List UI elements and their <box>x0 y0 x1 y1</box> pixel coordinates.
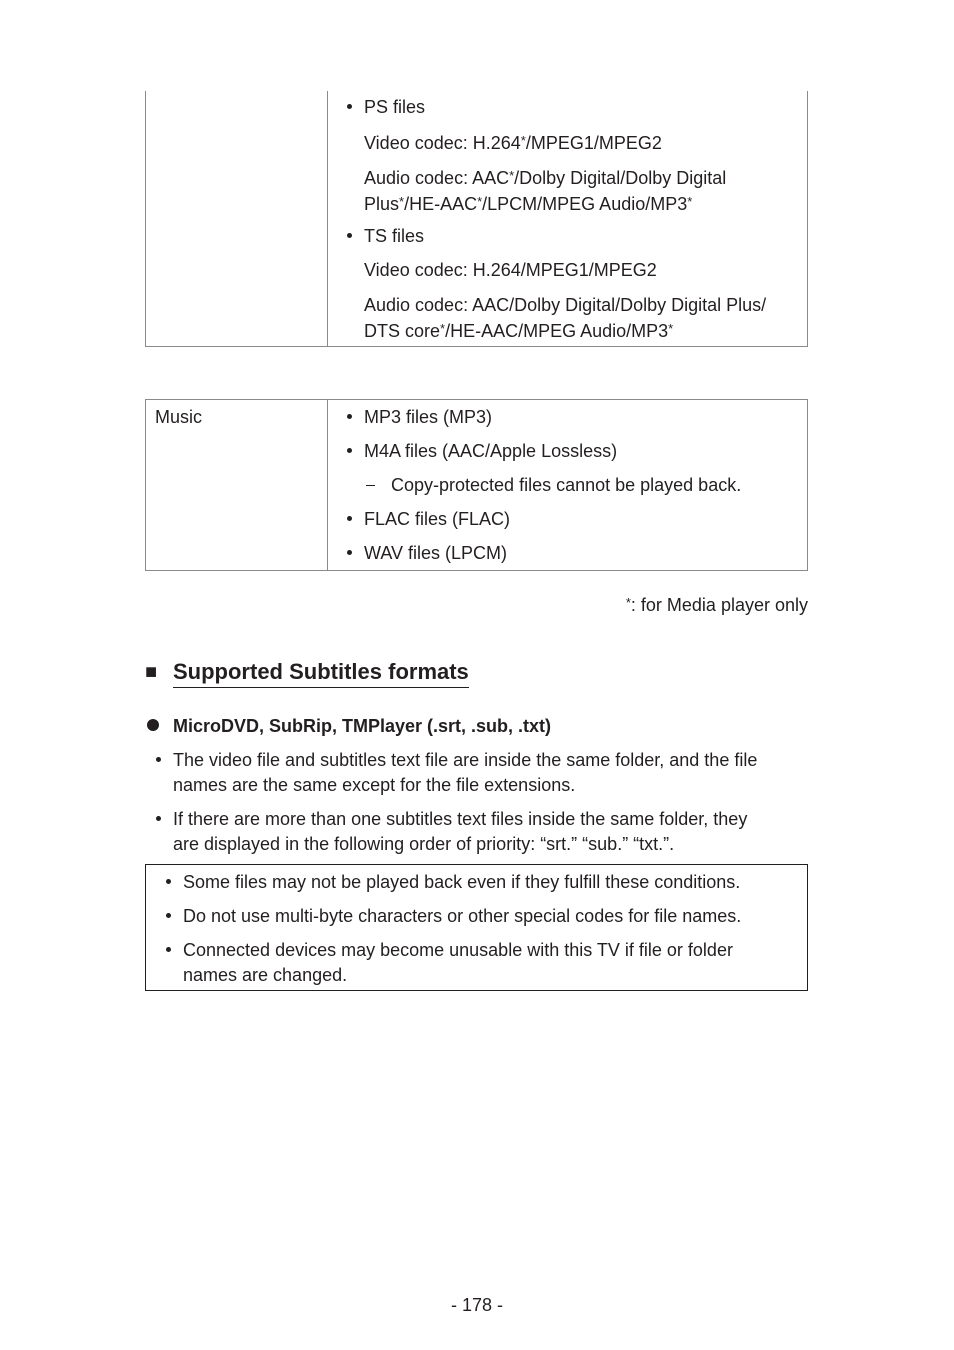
page-number: - 178 - <box>450 1295 504 1315</box>
filled-circle-bullet <box>147 719 159 731</box>
table-column-divider <box>327 91 328 347</box>
bullet <box>156 757 161 762</box>
bullet <box>347 448 352 453</box>
condition-1-line2: names are the same except for the file extensions. <box>173 775 576 795</box>
note-3-line1: Connected devices may become unusable with this TV if file or folder <box>183 940 733 960</box>
bullet <box>156 816 161 821</box>
ts-audio-codec-line1: Audio codec: AAC/Dolby Digital/Dolby Digital Plus/ <box>364 295 767 315</box>
condition-2-line2: are displayed in the following order of priority: “srt.” “sub.” “txt.”. <box>173 834 675 854</box>
music-item-m4a: M4A files (AAC/Apple Lossless) <box>364 441 618 461</box>
section-marker: ■ <box>145 661 158 683</box>
bullet <box>347 550 352 555</box>
section-title: Supported Subtitles formats <box>173 660 469 688</box>
bullet <box>166 947 171 952</box>
ps-audio-codec-line1: Audio codec: AAC*/Dolby Digital/Dolby Digital <box>364 168 727 188</box>
footnote: *: for Media player only <box>625 595 808 615</box>
music-category-label: Music <box>155 407 203 427</box>
condition-1-line1: The video file and subtitles text file are inside the same folder, and the file <box>173 750 758 770</box>
music-item-wav: WAV files (LPCM) <box>364 543 508 563</box>
ts-audio-codec-line2: DTS core*/HE-AAC/MPEG Audio/MP3* <box>364 321 674 341</box>
ps-audio-codec-line2: Plus*/HE-AAC*/LPCM/MPEG Audio/MP3* <box>364 194 693 214</box>
ps-files-label: PS files <box>364 97 426 117</box>
ts-video-codec: Video codec: H.264/MPEG1/MPEG2 <box>364 260 657 280</box>
dash-marker <box>366 485 375 486</box>
music-item-mp3: MP3 files (MP3) <box>364 407 493 427</box>
music-item-flac: FLAC files (FLAC) <box>364 509 511 529</box>
music-sub-note: Copy-protected files cannot be played back. <box>391 475 742 495</box>
note-3-line2: names are changed. <box>183 965 348 985</box>
ts-files-label: TS files <box>364 226 425 246</box>
ps-video-codec: Video codec: H.264*/MPEG1/MPEG2 <box>364 133 662 153</box>
table-column-divider <box>327 399 328 571</box>
bullet <box>166 913 171 918</box>
bullet <box>347 104 352 109</box>
bullet <box>347 516 352 521</box>
condition-2-line1: If there are more than one subtitles text files inside the same folder, they <box>173 809 748 829</box>
note-2: Do not use multi-byte characters or other special codes for file names. <box>183 906 742 926</box>
bullet <box>166 879 171 884</box>
table-border-bottom <box>145 346 808 347</box>
subtitle-format-heading: MicroDVD, SubRip, TMPlayer (.srt, .sub, .txt) <box>173 716 552 736</box>
bullet <box>347 414 352 419</box>
table-border-right <box>807 91 808 347</box>
note-1: Some files may not be played back even if they fulfill these conditions. <box>183 872 741 892</box>
bullet <box>347 233 352 238</box>
table-border-left <box>145 91 146 347</box>
